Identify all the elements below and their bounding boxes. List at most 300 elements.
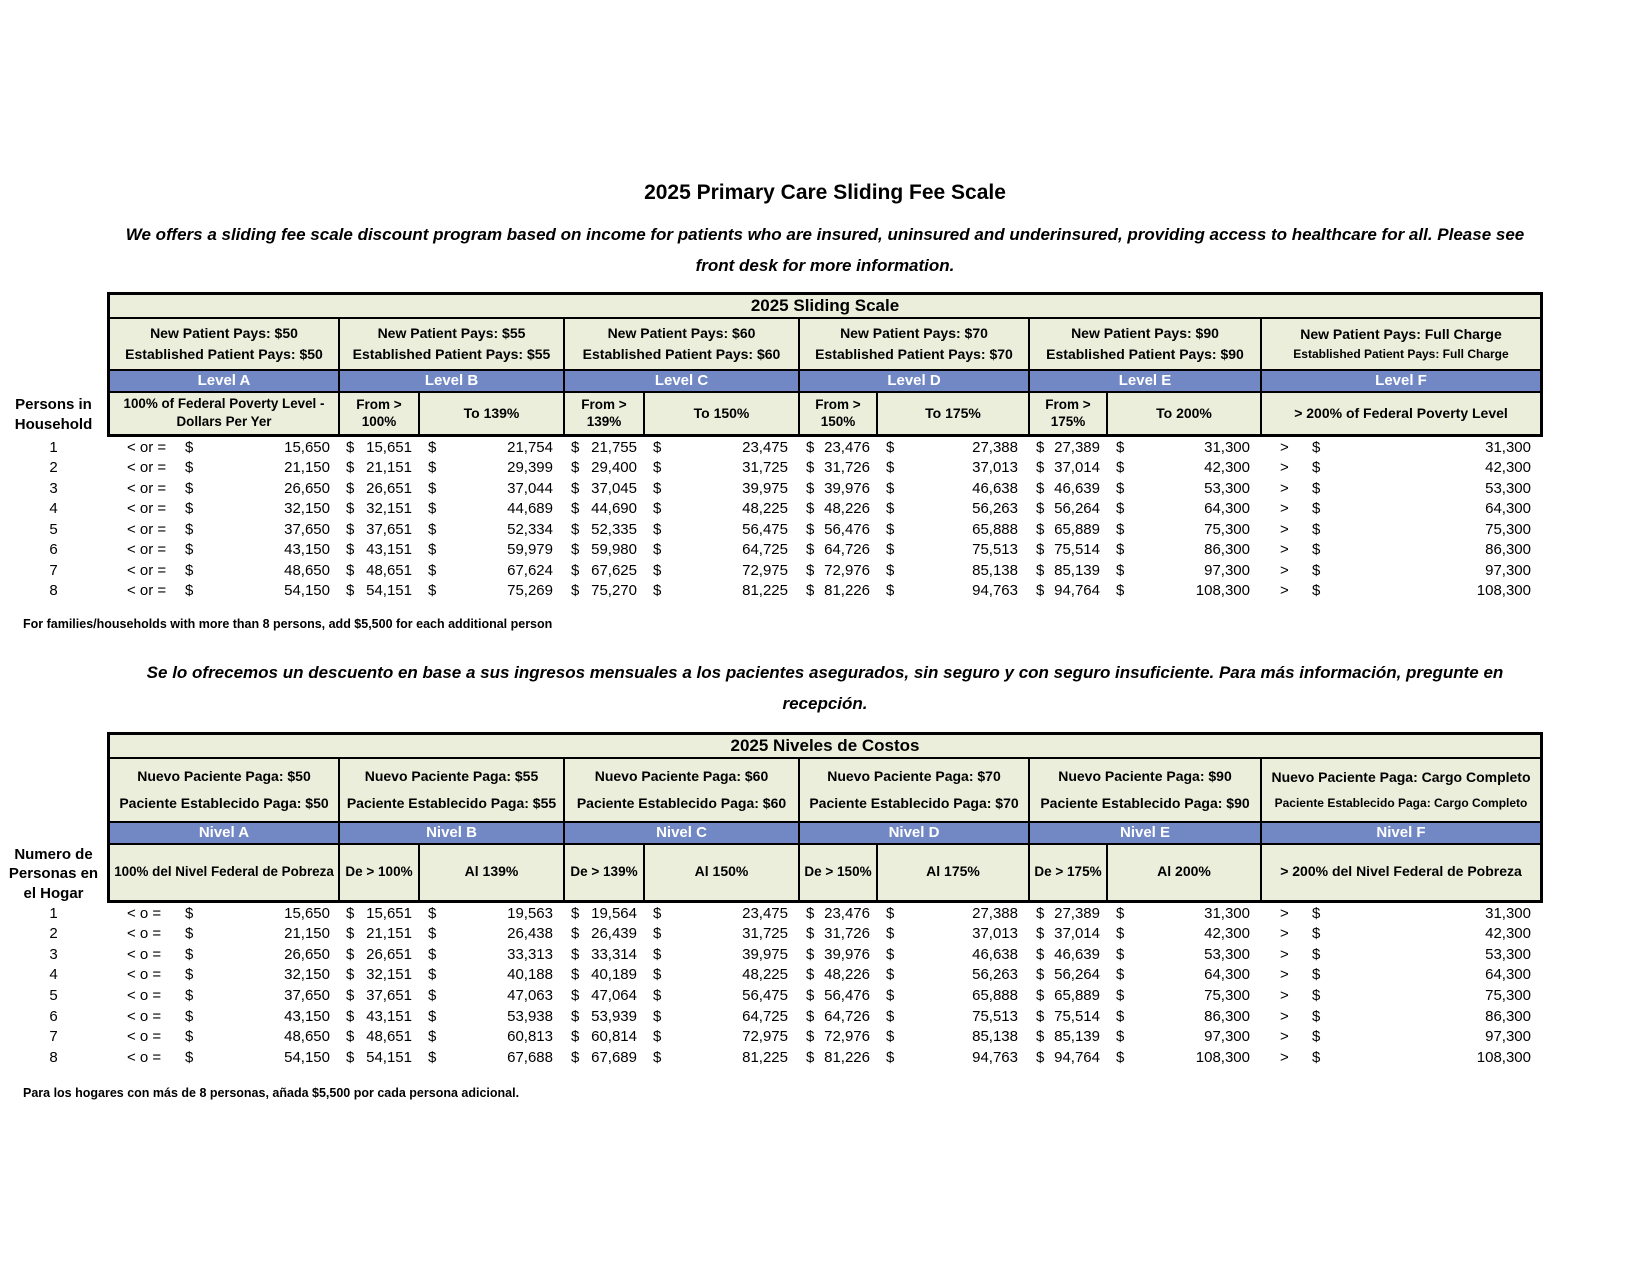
patient-pays-cell: [1030, 319, 1262, 371]
to-cell: [645, 985, 800, 1006]
currency-symbol: $: [886, 520, 895, 538]
level-f-cell: [1262, 539, 1543, 560]
currency-symbol: $: [653, 986, 662, 1004]
to-cell: [1108, 923, 1262, 944]
amount-value: 65,889: [1054, 520, 1100, 538]
table-data-grid: [0, 437, 1543, 601]
amount-value: 29,400: [591, 459, 637, 477]
greater-than-symbol: >: [1280, 479, 1289, 497]
amount-value: 108,300: [1195, 1048, 1250, 1066]
from-cell: [800, 903, 878, 924]
level-f-cell: [1262, 437, 1543, 458]
amount-value: 43,150: [284, 541, 330, 559]
amount-value: 26,439: [591, 925, 637, 943]
subheader-cell: [1262, 393, 1543, 437]
subheader-to-cell: To 175%: [878, 393, 1030, 437]
currency-symbol: $: [428, 459, 437, 477]
amount-value: 81,226: [824, 582, 870, 600]
amount-value: 75,300: [1485, 986, 1531, 1004]
table-header-grid: [0, 732, 1543, 903]
text-line: Personas en: [8, 865, 99, 882]
currency-symbol: $: [1312, 966, 1321, 984]
table-data-grid: [0, 903, 1543, 1068]
currency-symbol: $: [1036, 904, 1045, 922]
currency-symbol: $: [886, 925, 895, 943]
currency-symbol: $: [346, 966, 355, 984]
currency-symbol: $: [653, 966, 662, 984]
person-count: 7: [49, 1028, 58, 1046]
amount-value: 56,264: [1054, 500, 1100, 518]
text-line: From >: [1045, 396, 1091, 412]
currency-symbol: $: [653, 500, 662, 518]
amount-value: 37,014: [1054, 925, 1100, 943]
amount-value: 64,725: [742, 1007, 788, 1025]
currency-symbol: $: [185, 986, 194, 1004]
level-f-cell: [1262, 1026, 1543, 1047]
amount-value: 23,475: [742, 438, 788, 456]
amount-value: 75,300: [1485, 520, 1531, 538]
from-cell: [1030, 923, 1108, 944]
amount-value: 64,300: [1204, 966, 1250, 984]
amount-value: 32,151: [366, 500, 412, 518]
currency-symbol: $: [1116, 479, 1125, 497]
currency-symbol: $: [571, 986, 580, 1004]
from-cell: [800, 478, 878, 499]
amount-value: 65,889: [1054, 986, 1100, 1004]
level-a-cell: [107, 580, 340, 601]
level-a-cell: [107, 965, 340, 986]
to-cell: [645, 457, 800, 478]
currency-symbol: $: [1312, 500, 1321, 518]
currency-symbol: $: [1312, 520, 1321, 538]
subheader-from-cell: [800, 845, 878, 903]
currency-symbol: $: [806, 459, 815, 477]
amount-value: 27,389: [1054, 904, 1100, 922]
from-cell: [340, 985, 420, 1006]
amount-value: 21,151: [366, 459, 412, 477]
amount-value: 48,651: [366, 1028, 412, 1046]
greater-than-symbol: >: [1280, 541, 1289, 559]
level-a-cell: [107, 560, 340, 581]
greater-than-symbol: >: [1280, 986, 1289, 1004]
to-cell: [645, 498, 800, 519]
amount-value: 86,300: [1204, 1007, 1250, 1025]
amount-value: 42,300: [1204, 459, 1250, 477]
currency-symbol: $: [653, 1007, 662, 1025]
from-cell: [340, 478, 420, 499]
persons-in-household-label: [0, 845, 107, 903]
to-cell: [645, 478, 800, 499]
comparator: < o =: [127, 925, 162, 943]
comparator: < or =: [127, 582, 167, 600]
currency-symbol: $: [653, 561, 662, 579]
currency-symbol: $: [1036, 1007, 1045, 1025]
currency-symbol: $: [806, 438, 815, 456]
currency-symbol: $: [1312, 904, 1321, 922]
level-band: Level F: [1262, 371, 1543, 393]
amount-value: 43,150: [284, 1007, 330, 1025]
amount-value: 39,975: [742, 479, 788, 497]
from-cell: [565, 1026, 645, 1047]
to-cell: [878, 923, 1030, 944]
person-count: 1: [49, 438, 58, 456]
amount-value: 46,638: [972, 945, 1018, 963]
amount-value: 56,475: [742, 520, 788, 538]
to-cell: [420, 457, 565, 478]
from-cell: [1030, 965, 1108, 986]
currency-symbol: $: [1036, 945, 1045, 963]
amount-value: 81,225: [742, 582, 788, 600]
text-line: 100%: [361, 414, 397, 430]
greater-than-symbol: >: [1280, 945, 1289, 963]
amount-value: 42,300: [1485, 925, 1531, 943]
from-cell: [565, 903, 645, 924]
from-cell: [1030, 580, 1108, 601]
text-line: New Patient Pays: $50: [150, 325, 298, 342]
currency-symbol: $: [346, 1048, 355, 1066]
amount-value: 31,300: [1204, 438, 1250, 456]
amount-value: 47,063: [507, 986, 553, 1004]
currency-symbol: $: [185, 1048, 194, 1066]
page-title: 2025 Primary Care Sliding Fee Scale: [644, 181, 1006, 204]
subheader-to-cell: Al 200%: [1108, 845, 1262, 903]
currency-symbol: $: [185, 904, 194, 922]
from-cell: [565, 437, 645, 458]
amount-value: 37,014: [1054, 459, 1100, 477]
level-a-cell: [107, 539, 340, 560]
currency-symbol: $: [653, 582, 662, 600]
amount-value: 75,300: [1204, 986, 1250, 1004]
currency-symbol: $: [653, 520, 662, 538]
amount-value: 15,650: [284, 438, 330, 456]
comparator: < or =: [127, 520, 167, 538]
text-line: Nuevo Paciente Paga: Cargo Completo: [1271, 768, 1531, 785]
from-cell: [800, 519, 878, 540]
amount-value: 72,976: [824, 1028, 870, 1046]
amount-value: 56,476: [824, 986, 870, 1004]
text-line: Paciente Establecido Paga: Cargo Completo: [1274, 795, 1528, 810]
currency-symbol: $: [428, 438, 437, 456]
amount-value: 75,514: [1054, 541, 1100, 559]
to-cell: [1108, 944, 1262, 965]
subheader-cell: [107, 845, 340, 903]
currency-symbol: $: [1036, 582, 1045, 600]
level-a-cell: [107, 1047, 340, 1068]
from-cell: [565, 580, 645, 601]
currency-symbol: $: [1116, 986, 1125, 1004]
currency-symbol: $: [886, 582, 895, 600]
currency-symbol: $: [1312, 479, 1321, 497]
from-cell: [800, 1006, 878, 1027]
comparator: < or =: [127, 541, 167, 559]
comparator: < o =: [127, 904, 162, 922]
text-line: 100% del Nivel Federal de Pobreza: [114, 863, 334, 879]
amount-value: 44,689: [507, 500, 553, 518]
text-line: Dollars Per Yer: [176, 414, 272, 430]
to-cell: [1108, 965, 1262, 986]
text-line: From >: [581, 396, 627, 412]
currency-symbol: $: [571, 459, 580, 477]
amount-value: 54,150: [284, 582, 330, 600]
from-cell: [1030, 985, 1108, 1006]
amount-value: 31,726: [824, 925, 870, 943]
person-count: 5: [49, 520, 58, 538]
from-cell: [1030, 498, 1108, 519]
table-note-english: For families/households with more than 8 persons, add $5,500 for each additional person: [23, 616, 553, 631]
currency-symbol: $: [1116, 945, 1125, 963]
amount-value: 27,389: [1054, 438, 1100, 456]
subheader-to-cell: Al 139%: [420, 845, 565, 903]
text-line: Established Patient Pays: $50: [125, 346, 323, 363]
patient-pays-cell: [1262, 759, 1543, 823]
text-line: Paciente Establecido Paga: $50: [119, 795, 329, 812]
subheader-from-cell: [565, 393, 645, 437]
amount-value: 37,650: [284, 986, 330, 1004]
to-cell: [1108, 1006, 1262, 1027]
amount-value: 52,335: [591, 520, 637, 538]
table-spanish: [0, 732, 1650, 1068]
to-cell: [645, 1006, 800, 1027]
currency-symbol: $: [185, 945, 194, 963]
greater-than-symbol: >: [1280, 1028, 1289, 1046]
person-count: 7: [49, 561, 58, 579]
amount-value: 26,438: [507, 925, 553, 943]
level-a-cell: [107, 985, 340, 1006]
to-cell: [420, 580, 565, 601]
to-cell: [1108, 437, 1262, 458]
to-cell: [420, 437, 565, 458]
amount-value: 97,300: [1204, 1028, 1250, 1046]
amount-value: 19,563: [507, 904, 553, 922]
amount-value: 64,726: [824, 541, 870, 559]
greater-than-symbol: >: [1280, 925, 1289, 943]
from-cell: [800, 498, 878, 519]
currency-symbol: $: [1312, 582, 1321, 600]
level-f-cell: [1262, 903, 1543, 924]
comparator: < or =: [127, 561, 167, 579]
amount-value: 44,690: [591, 500, 637, 518]
amount-value: 21,151: [366, 925, 412, 943]
amount-value: 94,763: [972, 582, 1018, 600]
subheader-from-cell: [800, 393, 878, 437]
patient-pays-cell: [1262, 319, 1543, 371]
currency-symbol: $: [1036, 1028, 1045, 1046]
currency-symbol: $: [1312, 438, 1321, 456]
from-cell: [565, 498, 645, 519]
currency-symbol: $: [653, 925, 662, 943]
patient-pays-cell: [340, 759, 565, 823]
greater-than-symbol: >: [1280, 582, 1289, 600]
text-line: New Patient Pays: $55: [377, 325, 526, 342]
amount-value: 67,624: [507, 561, 553, 579]
from-cell: [340, 437, 420, 458]
amount-value: 37,013: [972, 925, 1018, 943]
to-cell: [1108, 457, 1262, 478]
intro-english: We offers a sliding fee scale discount program based on income for patients who are insured, uninsured and underinsured, providing access to healthcare for all. Please see front desk for more information.: [125, 225, 1525, 276]
currency-symbol: $: [886, 541, 895, 559]
amount-value: 85,139: [1054, 561, 1100, 579]
currency-symbol: $: [1036, 925, 1045, 943]
amount-value: 75,270: [591, 582, 637, 600]
currency-symbol: $: [653, 438, 662, 456]
patient-pays-cell: [565, 759, 800, 823]
to-cell: [420, 1047, 565, 1068]
amount-value: 23,476: [824, 438, 870, 456]
amount-value: 54,151: [366, 582, 412, 600]
amount-value: 31,725: [742, 459, 788, 477]
amount-value: 54,151: [366, 1048, 412, 1066]
level-band: Nivel B: [340, 823, 565, 845]
person-count: 2: [49, 459, 58, 477]
text-line: New Patient Pays: $70: [840, 325, 988, 342]
from-cell: [800, 1047, 878, 1068]
greater-than-symbol: >: [1280, 438, 1289, 456]
amount-value: 27,388: [972, 904, 1018, 922]
currency-symbol: $: [886, 945, 895, 963]
currency-symbol: $: [886, 479, 895, 497]
subheader-from-cell: [1030, 393, 1108, 437]
text-line: > 200% of Federal Poverty Level: [1294, 404, 1508, 421]
currency-symbol: $: [806, 1028, 815, 1046]
comparator: < o =: [127, 1048, 162, 1066]
to-cell: [645, 903, 800, 924]
subheader-to-cell: To 150%: [645, 393, 800, 437]
amount-value: 39,975: [742, 945, 788, 963]
text-line: Nuevo Paciente Paga: $55: [364, 768, 539, 785]
from-cell: [340, 498, 420, 519]
comparator: < o =: [127, 945, 162, 963]
currency-symbol: $: [428, 479, 437, 497]
greater-than-symbol: >: [1280, 520, 1289, 538]
table-title: 2025 Niveles de Costos: [107, 732, 1543, 759]
level-f-cell: [1262, 985, 1543, 1006]
currency-symbol: $: [1116, 500, 1125, 518]
level-a-cell: [107, 903, 340, 924]
currency-symbol: $: [886, 500, 895, 518]
amount-value: 56,263: [972, 500, 1018, 518]
amount-value: 15,651: [366, 904, 412, 922]
from-cell: [800, 437, 878, 458]
text-line: New Patient Pays: Full Charge: [1300, 325, 1502, 342]
amount-value: 48,650: [284, 1028, 330, 1046]
currency-symbol: $: [1312, 561, 1321, 579]
level-a-cell: [107, 1006, 340, 1027]
amount-value: 56,264: [1054, 966, 1100, 984]
text-line: Established Patient Pays: $60: [582, 346, 781, 363]
amount-value: 75,300: [1204, 520, 1250, 538]
from-cell: [1030, 560, 1108, 581]
level-a-cell: [107, 498, 340, 519]
amount-value: 48,650: [284, 561, 330, 579]
to-cell: [420, 923, 565, 944]
currency-symbol: $: [1036, 966, 1045, 984]
currency-symbol: $: [1036, 520, 1045, 538]
from-cell: [1030, 437, 1108, 458]
patient-pays-cell: [107, 759, 340, 823]
to-cell: [420, 478, 565, 499]
amount-value: 48,225: [742, 500, 788, 518]
currency-symbol: $: [346, 541, 355, 559]
from-cell: [800, 985, 878, 1006]
to-cell: [1108, 580, 1262, 601]
currency-symbol: $: [806, 582, 815, 600]
comparator: < o =: [127, 1007, 162, 1025]
to-cell: [878, 457, 1030, 478]
currency-symbol: $: [1116, 966, 1125, 984]
amount-value: 48,225: [742, 966, 788, 984]
person-count: 2: [49, 925, 58, 943]
from-cell: [1030, 519, 1108, 540]
currency-symbol: $: [346, 1007, 355, 1025]
amount-value: 64,725: [742, 541, 788, 559]
text-line: Paciente Establecido Paga: $60: [576, 795, 787, 812]
currency-symbol: $: [806, 1048, 815, 1066]
from-cell: [800, 944, 878, 965]
currency-symbol: $: [653, 1028, 662, 1046]
person-count: 6: [49, 541, 58, 559]
from-cell: [565, 519, 645, 540]
currency-symbol: $: [1312, 945, 1321, 963]
level-band: Nivel F: [1262, 823, 1543, 845]
currency-symbol: $: [185, 459, 194, 477]
amount-value: 19,564: [591, 904, 637, 922]
subheader-cell: [1262, 845, 1543, 903]
to-cell: [878, 903, 1030, 924]
amount-value: 26,651: [366, 945, 412, 963]
from-cell: [1030, 903, 1108, 924]
level-f-cell: [1262, 457, 1543, 478]
subheader-to-cell: To 200%: [1108, 393, 1262, 437]
text-line: Household: [14, 415, 93, 433]
level-f-cell: [1262, 965, 1543, 986]
currency-symbol: $: [1036, 1048, 1045, 1066]
subheader-from-cell: [340, 393, 420, 437]
subheader-from-cell: [1030, 845, 1108, 903]
to-cell: [878, 1026, 1030, 1047]
level-band: Nivel C: [565, 823, 800, 845]
to-cell: [878, 519, 1030, 540]
currency-symbol: $: [1116, 1007, 1125, 1025]
to-cell: [420, 1006, 565, 1027]
level-a-cell: [107, 944, 340, 965]
from-cell: [565, 944, 645, 965]
currency-symbol: $: [428, 520, 437, 538]
level-f-cell: [1262, 498, 1543, 519]
currency-symbol: $: [185, 1028, 194, 1046]
greater-than-symbol: >: [1280, 966, 1289, 984]
to-cell: [645, 1026, 800, 1047]
person-count: 3: [49, 479, 58, 497]
to-cell: [1108, 560, 1262, 581]
currency-symbol: $: [886, 1007, 895, 1025]
amount-value: 15,650: [284, 904, 330, 922]
amount-value: 37,044: [507, 479, 553, 497]
level-f-cell: [1262, 580, 1543, 601]
amount-value: 31,725: [742, 925, 788, 943]
to-cell: [1108, 1026, 1262, 1047]
amount-value: 53,938: [507, 1007, 553, 1025]
to-cell: [645, 944, 800, 965]
currency-symbol: $: [1116, 1028, 1125, 1046]
amount-value: 85,138: [972, 1028, 1018, 1046]
subheader-to-cell: Al 175%: [878, 845, 1030, 903]
level-band: Level C: [565, 371, 800, 393]
to-cell: [1108, 903, 1262, 924]
currency-symbol: $: [886, 966, 895, 984]
table-header-grid: [0, 292, 1543, 437]
amount-value: 86,300: [1204, 541, 1250, 559]
subheader-to-cell: To 139%: [420, 393, 565, 437]
